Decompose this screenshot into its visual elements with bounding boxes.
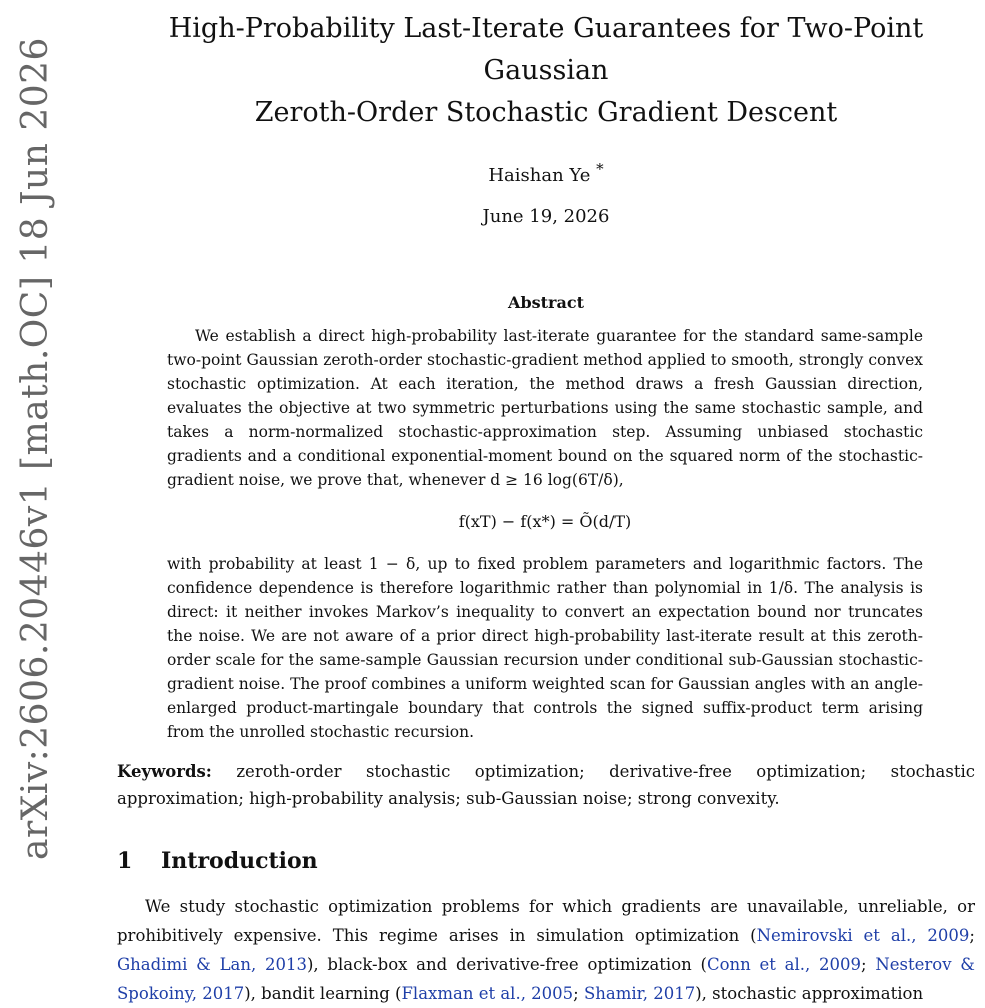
citation-link[interactable]: Shamir, 2017	[583, 984, 696, 1003]
intro-text-1: We study stochastic optimization problems for which gradients are unavailable, unreliable, or prohibitively expensive. This regime arises in simulation optimization (	[117, 897, 975, 945]
arxiv-identifier: arXiv:2606.20446v1 [math.OC] 18 Jun 2026	[15, 37, 56, 860]
title-line-2: Zeroth-Order Stochastic Gradient Descent	[254, 97, 838, 128]
intro-text-5: ), bandit learning (	[244, 984, 402, 1003]
citation-link[interactable]: Flaxman et al., 2005	[401, 984, 574, 1003]
intro-text-7: ), stochastic approximation	[695, 984, 924, 1003]
intro-paragraph	[117, 892, 975, 1008]
intro-text-4: ;	[861, 955, 876, 974]
main-equation: f(xT) − f(x*) = Õ(d/T)	[458, 512, 632, 531]
keywords	[117, 758, 975, 812]
section-number: 1	[117, 848, 133, 874]
abstract-heading: Abstract	[508, 293, 584, 312]
intro-text-3: ), black-box and derivative-free optimization (	[307, 955, 707, 974]
section-title: Introduction	[161, 848, 318, 874]
author	[117, 160, 975, 186]
author-name: Haishan Ye	[488, 165, 591, 186]
citation-link[interactable]: Conn et al., 2009	[706, 955, 862, 974]
paper-title	[117, 8, 975, 134]
abstract-paragraph-1: We establish a direct high-probability last-iterate guarantee for the standard same-sample two-point Gaussian zeroth-order stochastic-gradient method applied to smooth, strongly convex stochastic optimization. At each iteration, the method draws a fresh Gaussian direction, evaluates the objective at two symmetric perturbations using the same stochastic sample, and takes a norm-normalized stochastic-approximation step. Assuming unbiased stochastic gradients and a conditional exponential-moment bound on the squared norm of the stochastic-gradient noise, we prove that, whenever d ≥ 16 log(6T/δ),	[167, 327, 923, 489]
keywords-text: zeroth-order stochastic optimization; derivative-free optimization; stochastic approximation; high-probability analysis; sub-Gaussian noise; strong convexity.	[117, 762, 976, 808]
intro-text-2: ;	[969, 926, 975, 945]
keywords-label: Keywords:	[117, 762, 212, 781]
introduction-text	[117, 892, 975, 1008]
intro-text-6: ;	[573, 984, 584, 1003]
abstract-body	[167, 324, 923, 744]
author-footnote-mark: *	[596, 160, 604, 178]
abstract-paragraph-2: with probability at least 1 − δ, up to fixed problem parameters and logarithmic factors. The confidence dependence is therefore logarithmic rather than polynomial in 1/δ. The analysis is direct: it neither invokes Markov’s inequality to convert an expectation bound nor truncates the noise. We are not aware of a prior direct high-probability last-iterate result at this zeroth-order scale for the same-sample Gaussian recursion under conditional sub-Gaussian stochastic-gradient noise. The proof combines a uniform weighted scan for Gaussian angles with an angle-enlarged product-martingale boundary that controls the signed suffix-product term arising from the unrolled stochastic recursion.	[167, 555, 923, 741]
title-line-1: High-Probability Last-Iterate Guarantees for Two-Point Gaussian	[168, 13, 924, 86]
citation-link[interactable]: Nemirovski et al., 2009	[756, 926, 970, 945]
paper-date: June 19, 2026	[482, 206, 610, 227]
paper-page	[117, 0, 975, 1008]
citation-link[interactable]: Nesterov & Spokoiny, 2017	[117, 955, 975, 1003]
citation-link[interactable]: Ghadimi & Lan, 2013	[117, 955, 307, 974]
section-heading	[117, 848, 975, 874]
